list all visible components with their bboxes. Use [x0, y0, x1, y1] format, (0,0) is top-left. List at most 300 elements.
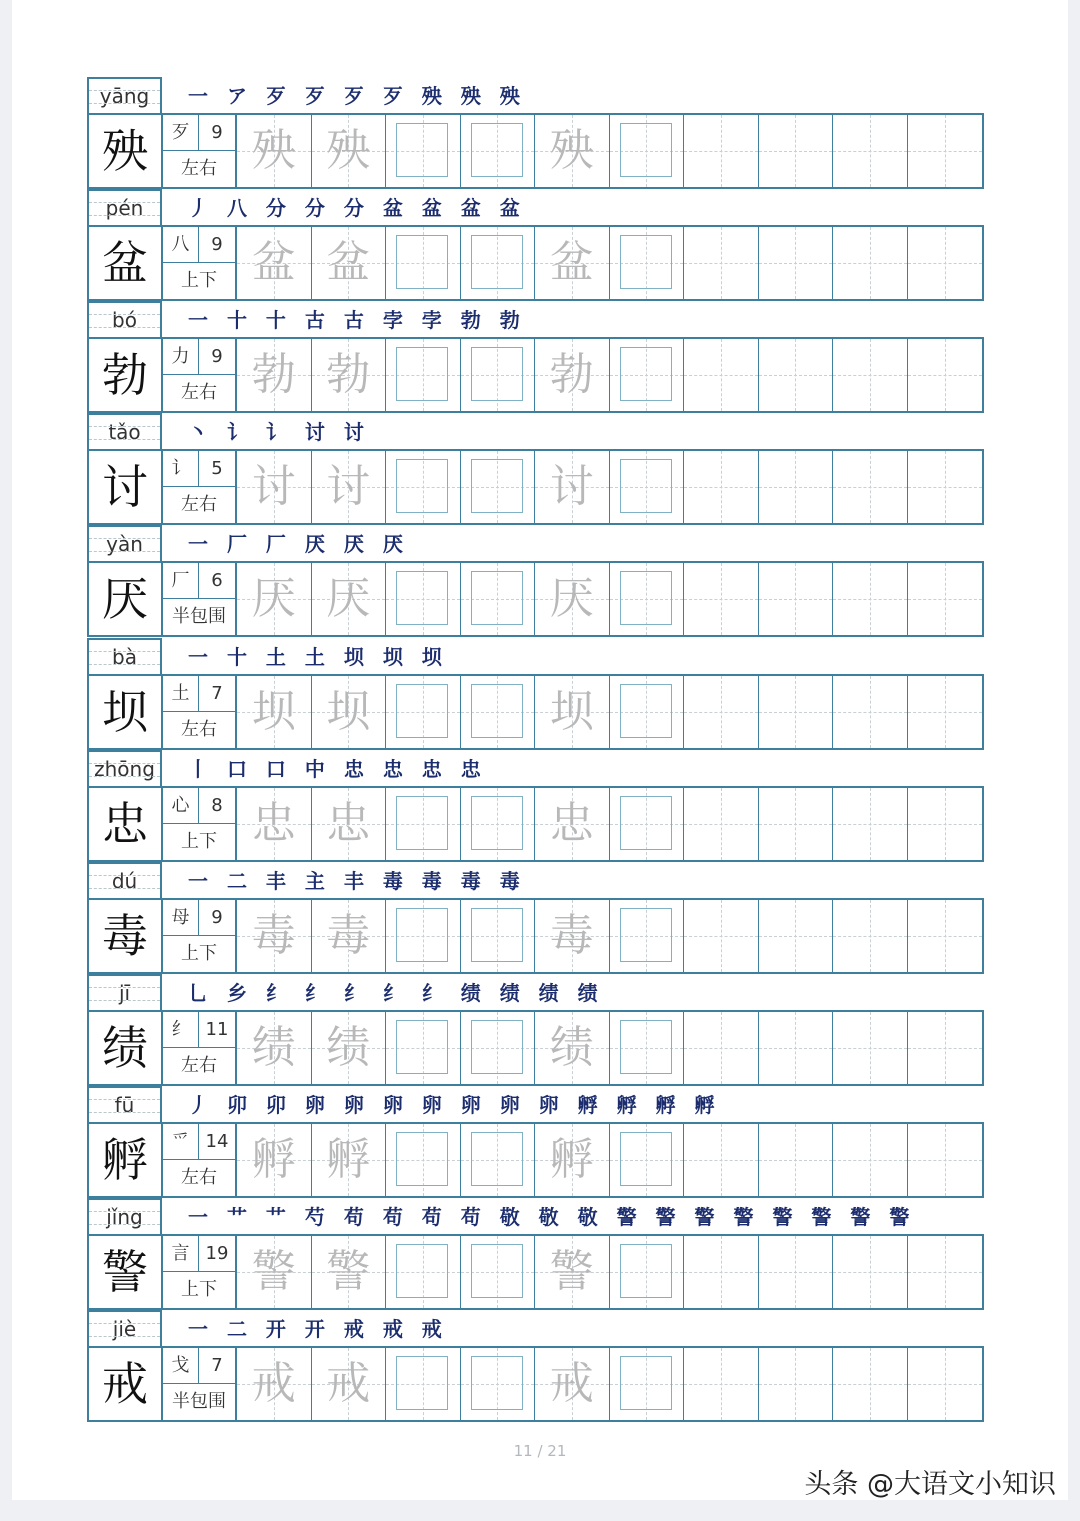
pinyin-label: dú: [87, 862, 162, 898]
writing-cell[interactable]: [908, 900, 983, 972]
tracing-character: 毒: [549, 909, 594, 961]
stroke-count: 9: [199, 339, 235, 375]
tracing-character: 勃: [549, 349, 594, 401]
inner-guide-box: [471, 571, 523, 625]
tracing-character: 绩: [549, 1021, 594, 1073]
inner-guide-box: [620, 908, 672, 962]
stroke-count: 6: [199, 563, 235, 599]
inner-guide-box: [620, 235, 672, 289]
writing-cell[interactable]: [386, 1124, 461, 1196]
structure-type: 左右: [181, 1054, 217, 1076]
radical: 心: [163, 788, 199, 824]
inner-guide-box: [471, 1244, 523, 1298]
writing-cell[interactable]: [684, 563, 759, 635]
model-character: 讨: [89, 451, 163, 523]
practice-grid: [87, 786, 984, 862]
model-character: 绩: [89, 1012, 163, 1084]
pinyin-label: yàn: [87, 525, 162, 561]
writing-cell[interactable]: [386, 339, 461, 411]
inner-guide-box: [396, 459, 448, 513]
writing-cell[interactable]: [684, 900, 759, 972]
character-row: [0, 525, 1080, 637]
writing-cell[interactable]: [461, 676, 536, 748]
model-character: 厌: [89, 563, 163, 635]
tracing-character: 坝: [549, 685, 594, 737]
writing-cell[interactable]: [237, 1012, 312, 1084]
writing-cell[interactable]: [312, 227, 387, 299]
tracing-character: 盆: [251, 237, 296, 289]
radical: 力: [163, 339, 199, 375]
stroke-count: 19: [199, 1236, 235, 1272]
inner-guide-box: [620, 347, 672, 401]
inner-guide-box: [620, 684, 672, 738]
writing-cell[interactable]: [610, 1124, 685, 1196]
writing-cell[interactable]: [237, 1124, 312, 1196]
practice-grid: [87, 113, 984, 189]
structure-type: 半包围: [172, 606, 226, 628]
writing-cell[interactable]: [908, 676, 983, 748]
practice-grid: [87, 1010, 984, 1086]
model-character: 殃: [89, 115, 163, 187]
writing-cell[interactable]: [759, 900, 834, 972]
character-row: [0, 1086, 1080, 1198]
writing-cell[interactable]: [908, 227, 983, 299]
radical: 土: [163, 676, 199, 712]
model-character: 孵: [89, 1124, 163, 1196]
model-character: 警: [89, 1236, 163, 1308]
structure-type: 上下: [181, 942, 217, 964]
tracing-character: 孵: [251, 1133, 296, 1185]
writing-cell[interactable]: [237, 339, 312, 411]
inner-guide-box: [471, 1132, 523, 1186]
writing-cell[interactable]: [833, 451, 908, 523]
pinyin-label: jiè: [87, 1310, 162, 1346]
writing-cell[interactable]: [833, 1348, 908, 1420]
inner-guide-box: [620, 571, 672, 625]
writing-cell[interactable]: [386, 676, 461, 748]
structure-type: 左右: [181, 494, 217, 516]
stroke-order: 一 艹 艹 芍 苟 苟 苟 苟 敬 敬 敬 警 警 警 警 警 警 警 警: [188, 1205, 916, 1229]
model-character: 勃: [89, 339, 163, 411]
writing-cell[interactable]: [908, 1012, 983, 1084]
writing-cell[interactable]: [610, 1236, 685, 1308]
writing-cell[interactable]: [759, 451, 834, 523]
stroke-count: 7: [199, 1348, 235, 1384]
character-info: [163, 563, 237, 635]
tracing-character: 绩: [326, 1021, 371, 1073]
tracing-character: 孵: [549, 1133, 594, 1185]
character-info: [163, 788, 237, 860]
inner-guide-box: [396, 1132, 448, 1186]
character-row: [0, 301, 1080, 413]
writing-cell[interactable]: [535, 563, 610, 635]
writing-cell[interactable]: [237, 227, 312, 299]
writing-cell[interactable]: [833, 563, 908, 635]
tracing-character: 厌: [549, 573, 594, 625]
writing-cell[interactable]: [908, 788, 983, 860]
inner-guide-box: [620, 1020, 672, 1074]
writing-cell[interactable]: [759, 563, 834, 635]
writing-cell[interactable]: [833, 676, 908, 748]
tracing-character: 戒: [549, 1358, 594, 1410]
inner-guide-box: [396, 684, 448, 738]
model-character: 盆: [89, 227, 163, 299]
writing-cell[interactable]: [461, 788, 536, 860]
practice-grid: [87, 674, 984, 750]
writing-cell[interactable]: [535, 1124, 610, 1196]
writing-cell[interactable]: [908, 339, 983, 411]
writing-cell[interactable]: [535, 115, 610, 187]
stroke-order: 丿 卯 卯 卵 卵 卵 卵 卵 卵 卵 孵 孵 孵 孵: [188, 1092, 721, 1117]
writing-cell[interactable]: [610, 1348, 685, 1420]
writing-cell[interactable]: [237, 563, 312, 635]
structure-type: 上下: [181, 270, 217, 292]
writing-cell[interactable]: [535, 339, 610, 411]
practice-grid: [87, 225, 984, 301]
model-character: 毒: [89, 900, 163, 972]
structure-type: 上下: [181, 1279, 217, 1300]
structure-type: 左右: [181, 718, 217, 740]
writing-cell[interactable]: [386, 1012, 461, 1084]
pinyin-label: jǐng: [87, 1198, 162, 1234]
writing-cell[interactable]: [759, 1236, 834, 1308]
model-character: 戒: [89, 1348, 163, 1420]
tracing-character: 坝: [326, 685, 371, 737]
writing-cell[interactable]: [461, 1348, 536, 1420]
stroke-order: 一 厂 厂 厌 厌 厌: [188, 532, 409, 557]
writing-cell[interactable]: [908, 1124, 983, 1196]
page-number: 11 / 21: [513, 1442, 567, 1460]
writing-cell[interactable]: [386, 900, 461, 972]
writing-cell[interactable]: [312, 788, 387, 860]
inner-guide-box: [471, 796, 523, 850]
character-info: [163, 1348, 237, 1420]
writing-cell[interactable]: [759, 339, 834, 411]
practice-grid: [87, 449, 984, 525]
writing-cell[interactable]: [535, 1012, 610, 1084]
stroke-order: 一 ア 歹 歹 歹 歹 殃 殃 殃: [188, 84, 526, 108]
writing-cell[interactable]: [908, 115, 983, 187]
writing-cell[interactable]: [312, 900, 387, 972]
writing-cell[interactable]: [386, 451, 461, 523]
writing-cell[interactable]: [610, 788, 685, 860]
writing-cell[interactable]: [908, 1348, 983, 1420]
character-row: [0, 862, 1080, 974]
character-row: [0, 638, 1080, 750]
writing-cell[interactable]: [759, 676, 834, 748]
writing-cell[interactable]: [759, 788, 834, 860]
writing-cell[interactable]: [759, 1012, 834, 1084]
writing-cell[interactable]: [312, 115, 387, 187]
writing-cell[interactable]: [610, 451, 685, 523]
writing-cell[interactable]: [684, 227, 759, 299]
inner-guide-box: [620, 459, 672, 513]
writing-cell[interactable]: [610, 339, 685, 411]
radical: 歹: [163, 115, 199, 151]
practice-grid: [87, 1346, 984, 1422]
inner-guide-box: [396, 1020, 448, 1074]
inner-guide-box: [471, 123, 523, 177]
character-info: [163, 1124, 237, 1196]
writing-cell[interactable]: [908, 563, 983, 635]
tracing-character: 讨: [251, 461, 296, 513]
inner-guide-box: [396, 908, 448, 962]
writing-cell[interactable]: [461, 1124, 536, 1196]
tracing-character: 忠: [251, 797, 296, 849]
writing-cell[interactable]: [386, 1236, 461, 1308]
writing-cell[interactable]: [684, 1012, 759, 1084]
structure-type: 半包围: [172, 1391, 226, 1413]
writing-cell[interactable]: [535, 1348, 610, 1420]
writing-cell[interactable]: [237, 788, 312, 860]
writing-cell[interactable]: [833, 1012, 908, 1084]
writing-cell[interactable]: [535, 676, 610, 748]
tracing-character: 厌: [326, 573, 371, 625]
character-row: [0, 77, 1080, 189]
writing-cell[interactable]: [684, 676, 759, 748]
pinyin-label: bà: [87, 638, 162, 674]
practice-grid: [87, 1122, 984, 1198]
practice-grid: [87, 337, 984, 413]
writing-cell[interactable]: [833, 1124, 908, 1196]
writing-cell[interactable]: [461, 115, 536, 187]
inner-guide-box: [620, 123, 672, 177]
writing-cell[interactable]: [461, 227, 536, 299]
inner-guide-box: [620, 1132, 672, 1186]
writing-cell[interactable]: [386, 788, 461, 860]
writing-cell[interactable]: [312, 1348, 387, 1420]
tracing-character: 忠: [326, 797, 371, 849]
stroke-order: 一 二 开 开 戒 戒 戒: [188, 1317, 448, 1342]
tracing-character: 绩: [251, 1021, 296, 1073]
writing-cell[interactable]: [535, 900, 610, 972]
writing-cell[interactable]: [610, 115, 685, 187]
writing-cell[interactable]: [312, 451, 387, 523]
writing-cell[interactable]: [386, 115, 461, 187]
character-info: [163, 900, 237, 972]
writing-cell[interactable]: [833, 1236, 908, 1308]
writing-cell[interactable]: [386, 227, 461, 299]
radical: 爫: [163, 1124, 199, 1160]
model-character: 坝: [89, 676, 163, 748]
writing-cell[interactable]: [759, 115, 834, 187]
source-watermark: 头条 @大语文小知识: [804, 1469, 1056, 1500]
inner-guide-box: [396, 571, 448, 625]
character-row: [0, 413, 1080, 525]
pinyin-label: pén: [87, 189, 162, 225]
character-info: [163, 115, 237, 187]
stroke-order: 一 十 土 土 坝 坝 坝: [188, 644, 448, 669]
writing-cell[interactable]: [237, 115, 312, 187]
writing-cell[interactable]: [833, 339, 908, 411]
writing-cell[interactable]: [461, 339, 536, 411]
writing-cell[interactable]: [312, 563, 387, 635]
writing-cell[interactable]: [610, 563, 685, 635]
radical: 戈: [163, 1348, 199, 1384]
inner-guide-box: [396, 1356, 448, 1410]
pinyin-label: jī: [87, 974, 162, 1010]
writing-cell[interactable]: [312, 339, 387, 411]
tracing-character: 坝: [251, 685, 296, 737]
stroke-count: 11: [199, 1012, 235, 1048]
writing-cell[interactable]: [684, 339, 759, 411]
structure-type: 左右: [181, 1166, 217, 1188]
writing-cell[interactable]: [833, 227, 908, 299]
pinyin-label: fū: [87, 1086, 162, 1122]
character-info: [163, 676, 237, 748]
pinyin-label: zhōng: [87, 750, 162, 786]
writing-cell[interactable]: [684, 115, 759, 187]
writing-cell[interactable]: [759, 227, 834, 299]
writing-cell[interactable]: [237, 1236, 312, 1308]
inner-guide-box: [471, 908, 523, 962]
writing-cell[interactable]: [833, 900, 908, 972]
character-row: [0, 974, 1080, 1086]
stroke-order: 丨 口 口 中 忠 忠 忠 忠: [188, 756, 487, 781]
tracing-character: 讨: [549, 461, 594, 513]
tracing-character: 孵: [326, 1133, 371, 1185]
character-info: [163, 451, 237, 523]
inner-guide-box: [471, 235, 523, 289]
stroke-order: 一 二 丰 主 丰 毒 毒 毒 毒: [188, 868, 526, 893]
writing-cell[interactable]: [610, 676, 685, 748]
radical: 母: [163, 900, 199, 936]
structure-type: 上下: [181, 830, 217, 852]
structure-type: 左右: [181, 158, 217, 179]
tracing-character: 殃: [549, 125, 594, 176]
character-row: [0, 189, 1080, 301]
writing-cell[interactable]: [386, 1348, 461, 1420]
inner-guide-box: [471, 1356, 523, 1410]
radical: 厂: [163, 563, 199, 599]
writing-cell[interactable]: [312, 676, 387, 748]
writing-cell[interactable]: [461, 563, 536, 635]
stroke-order: 一 十 十 古 古 孛 孛 勃 勃: [188, 308, 526, 333]
writing-cell[interactable]: [535, 451, 610, 523]
inner-guide-box: [471, 1020, 523, 1074]
stroke-order: 丿 八 分 分 分 盆 盆 盆 盆: [188, 196, 526, 221]
character-row: [0, 1310, 1080, 1422]
tracing-character: 警: [251, 1246, 296, 1297]
pinyin-label: tǎo: [87, 413, 162, 449]
writing-cell[interactable]: [759, 1124, 834, 1196]
radical: 纟: [163, 1012, 199, 1048]
tracing-character: 盆: [326, 237, 371, 289]
practice-grid: [87, 898, 984, 974]
character-info: [163, 1236, 237, 1308]
writing-cell[interactable]: [908, 1236, 983, 1308]
tracing-character: 毒: [326, 909, 371, 961]
stroke-order: 丶 讠 讠 讨 讨: [188, 420, 370, 445]
structure-type: 左右: [181, 382, 217, 404]
tracing-character: 勃: [251, 349, 296, 401]
writing-cell[interactable]: [833, 115, 908, 187]
character-info: [163, 1012, 237, 1084]
inner-guide-box: [620, 796, 672, 850]
radical: 八: [163, 227, 199, 263]
tracing-character: 盆: [549, 237, 594, 289]
radical: 讠: [163, 451, 199, 487]
writing-cell[interactable]: [237, 900, 312, 972]
stroke-order: 乚 乡 纟 纟 纟 纟 纟 绩 绩 绩 绩: [188, 980, 604, 1005]
writing-cell[interactable]: [759, 1348, 834, 1420]
tracing-character: 警: [549, 1246, 594, 1297]
tracing-character: 忠: [549, 797, 594, 849]
tracing-character: 厌: [251, 573, 296, 625]
writing-cell[interactable]: [461, 451, 536, 523]
writing-cell[interactable]: [610, 900, 685, 972]
writing-cell[interactable]: [237, 1348, 312, 1420]
tracing-character: 警: [326, 1246, 371, 1297]
inner-guide-box: [471, 347, 523, 401]
stroke-count: 9: [199, 900, 235, 936]
tracing-character: 戒: [251, 1358, 296, 1410]
writing-cell[interactable]: [312, 1236, 387, 1308]
practice-grid: [87, 561, 984, 637]
practice-grid: [87, 1234, 984, 1310]
writing-cell[interactable]: [535, 1236, 610, 1308]
inner-guide-box: [620, 1356, 672, 1410]
tracing-character: 戒: [326, 1358, 371, 1410]
writing-cell[interactable]: [312, 1012, 387, 1084]
writing-cell[interactable]: [535, 227, 610, 299]
stroke-count: 9: [199, 115, 235, 151]
writing-cell[interactable]: [684, 451, 759, 523]
character-row: [0, 750, 1080, 862]
tracing-character: 勃: [326, 349, 371, 401]
tracing-character: 殃: [326, 125, 371, 176]
writing-cell[interactable]: [610, 1012, 685, 1084]
inner-guide-box: [471, 684, 523, 738]
character-info: [163, 339, 237, 411]
writing-cell[interactable]: [833, 788, 908, 860]
inner-guide-box: [620, 1244, 672, 1298]
writing-cell[interactable]: [461, 900, 536, 972]
character-row: [0, 1198, 1080, 1310]
writing-cell[interactable]: [386, 563, 461, 635]
stroke-count: 8: [199, 788, 235, 824]
tracing-character: 毒: [251, 909, 296, 961]
character-info: [163, 227, 237, 299]
stroke-count: 14: [199, 1124, 235, 1160]
stroke-count: 7: [199, 676, 235, 712]
pinyin-label: bó: [87, 301, 162, 337]
writing-cell[interactable]: [684, 1236, 759, 1308]
inner-guide-box: [396, 123, 448, 177]
writing-cell[interactable]: [461, 1012, 536, 1084]
writing-cell[interactable]: [684, 1124, 759, 1196]
writing-cell[interactable]: [237, 676, 312, 748]
stroke-count: 5: [199, 451, 235, 487]
writing-cell[interactable]: [684, 788, 759, 860]
writing-cell[interactable]: [535, 788, 610, 860]
writing-cell[interactable]: [461, 1236, 536, 1308]
writing-cell[interactable]: [312, 1124, 387, 1196]
writing-cell[interactable]: [237, 451, 312, 523]
tracing-character: 讨: [326, 461, 371, 513]
tracing-character: 殃: [251, 125, 296, 176]
pinyin-label: yāng: [87, 77, 162, 113]
stroke-count: 9: [199, 227, 235, 263]
inner-guide-box: [471, 459, 523, 513]
writing-cell[interactable]: [610, 227, 685, 299]
model-character: 忠: [89, 788, 163, 860]
writing-cell[interactable]: [908, 451, 983, 523]
inner-guide-box: [396, 235, 448, 289]
inner-guide-box: [396, 1244, 448, 1298]
inner-guide-box: [396, 347, 448, 401]
writing-cell[interactable]: [684, 1348, 759, 1420]
